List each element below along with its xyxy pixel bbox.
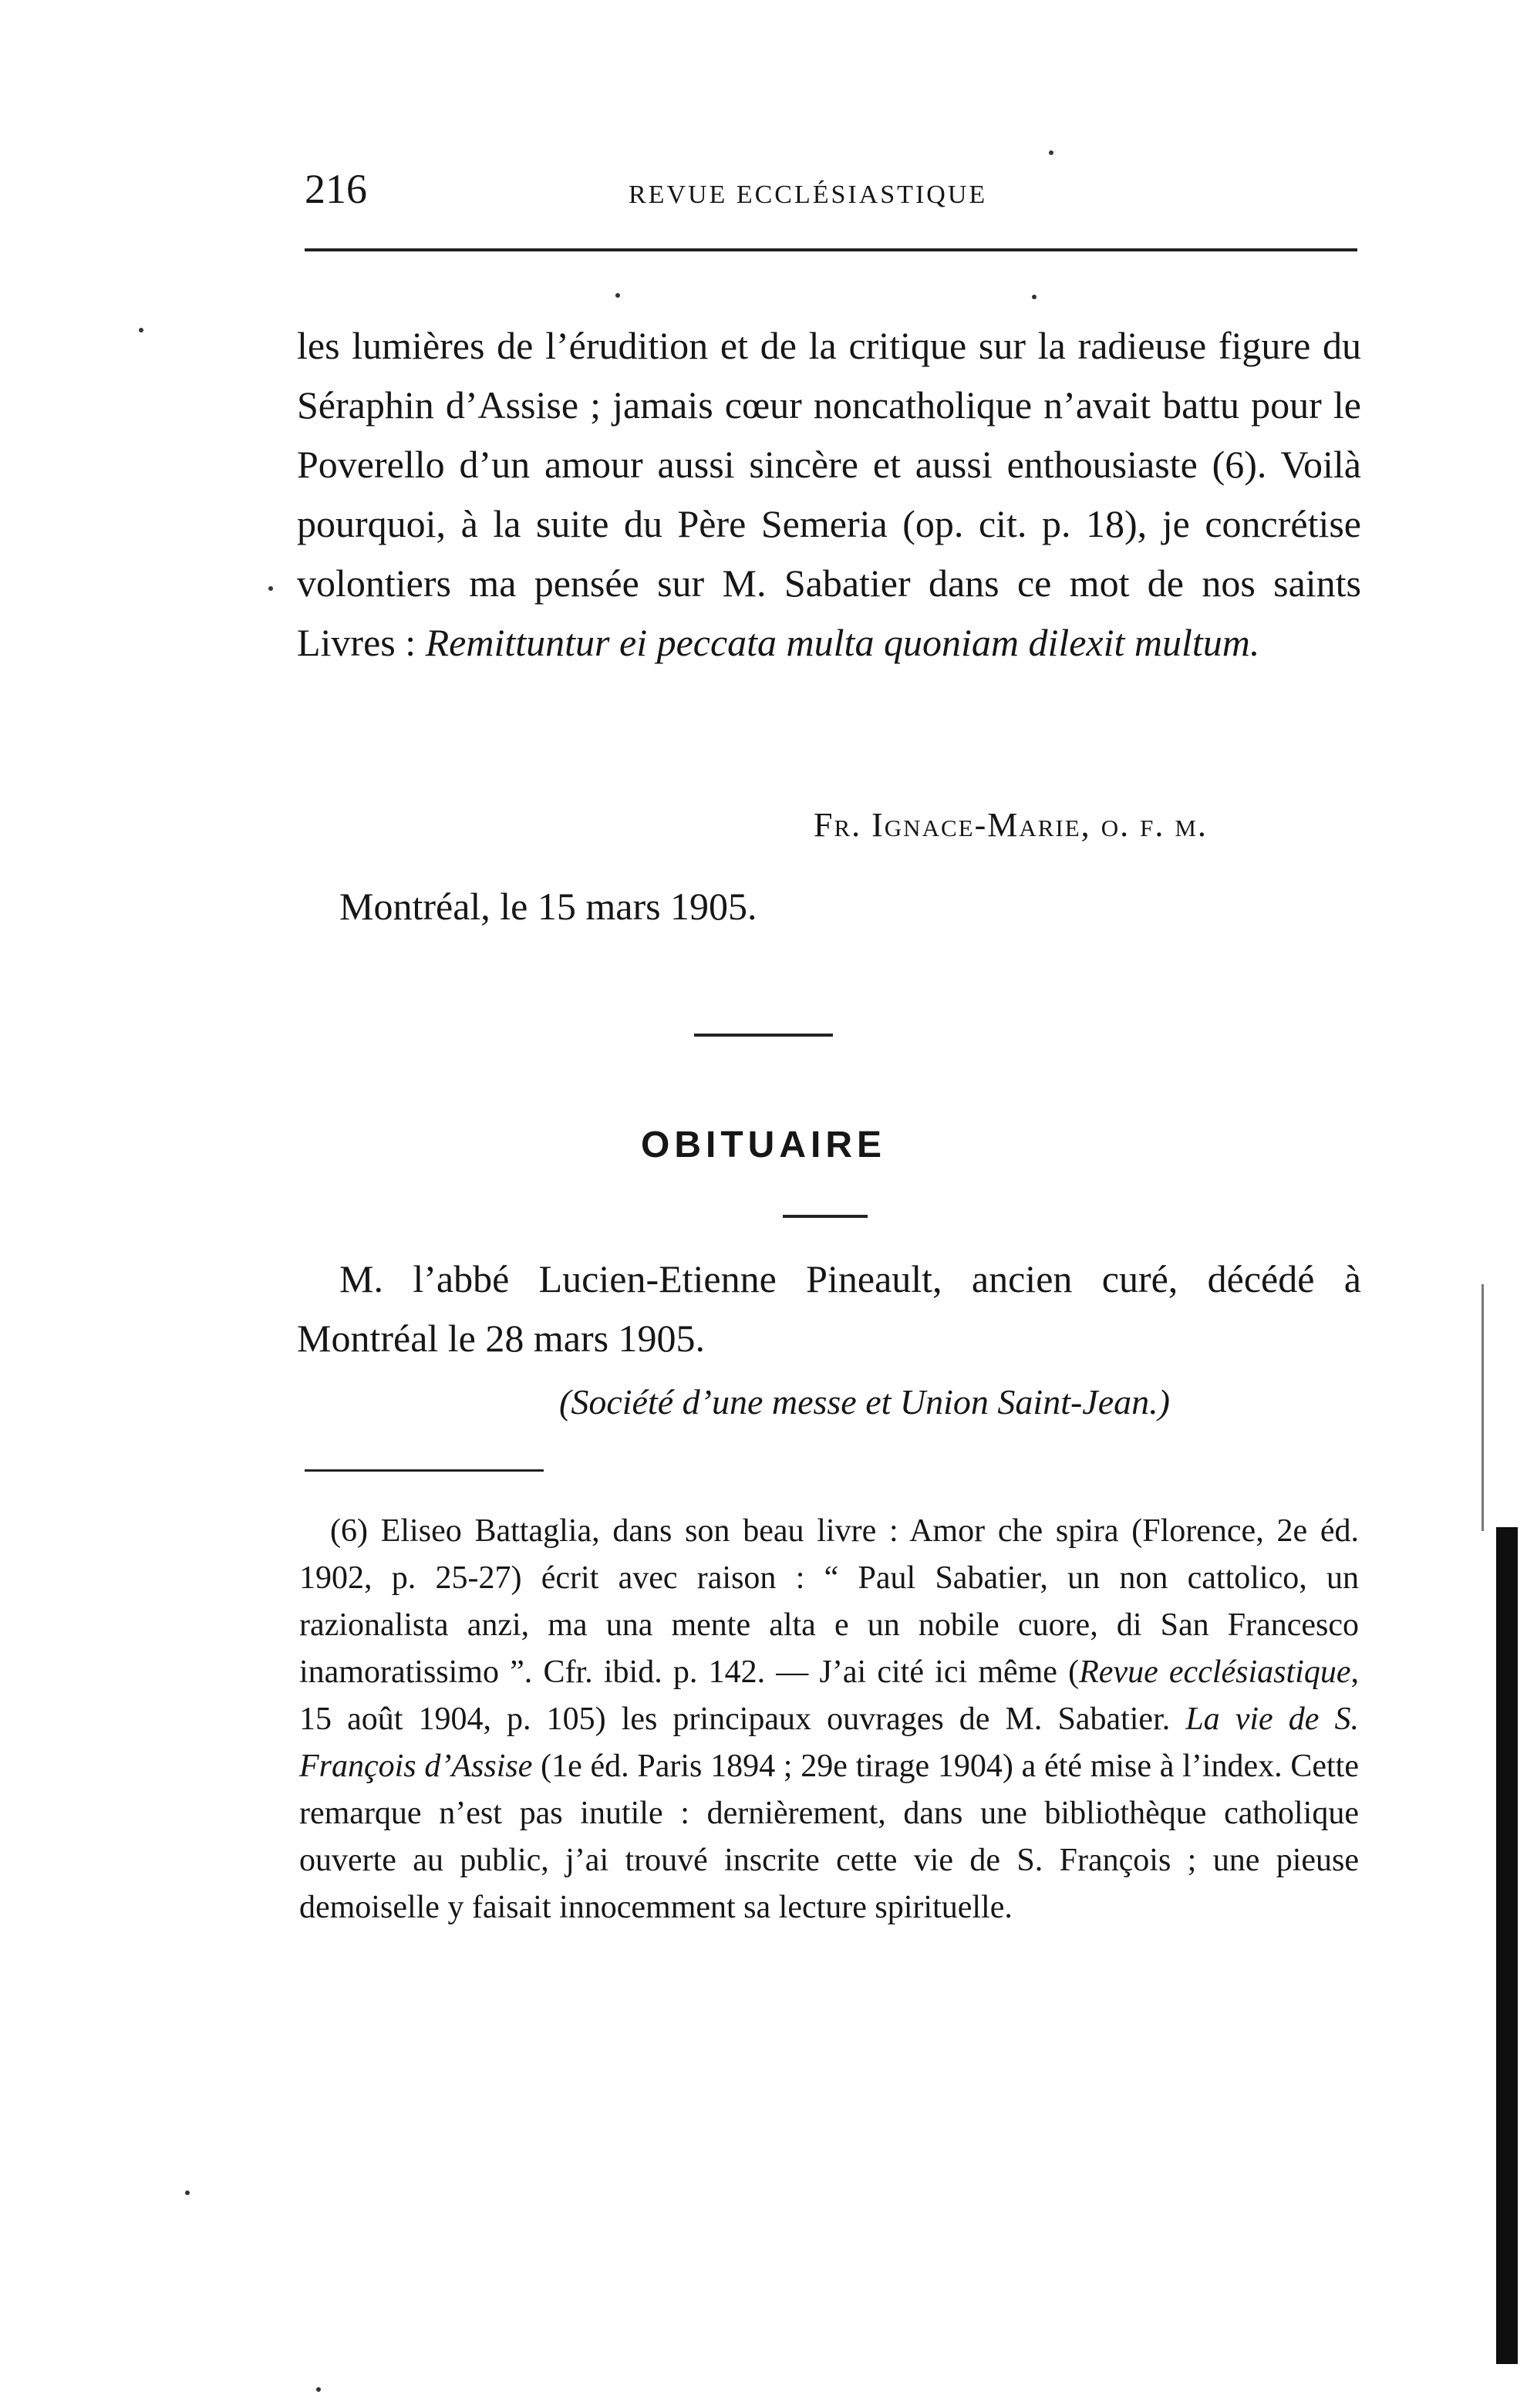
scan-speck: [615, 293, 620, 298]
header-rule: [305, 248, 1357, 251]
scan-margin-line: [1481, 1284, 1484, 1531]
title-underline: [783, 1215, 868, 1218]
section-separator: [694, 1034, 833, 1037]
author-signature: [814, 798, 1208, 852]
footnote: [299, 1508, 1359, 1931]
author-order: o. f. m.: [1101, 806, 1208, 844]
dateline: Montréal, le 15 mars 1905.: [339, 885, 757, 928]
author-name: Fr. Ignace-Marie,: [814, 806, 1101, 844]
footnote-text-2: , 15 août 1904, p. 105) les principaux ouvrages de M. Sabatier.: [299, 1654, 1359, 1737]
page-number: 216: [305, 166, 367, 212]
running-head: [305, 162, 1357, 216]
scan-speck: [185, 2190, 190, 2195]
scan-speck: [316, 2387, 321, 2392]
footnote-revue-title: Revue ecclésiastique: [1079, 1654, 1351, 1690]
scan-margin-bar: [1496, 1527, 1518, 2364]
obituary-source: (Société d’une messe et Union Saint-Jean.): [559, 1382, 1170, 1422]
running-title: REVUE ECCLÉSIASTIQUE: [629, 180, 988, 209]
scan-speck: [1032, 295, 1037, 299]
scan-speck: [139, 328, 143, 332]
footnote-text-1: (6) Eliseo Battaglia, dans son beau livre : Amor che spira (Florence, 2e éd. 1902, p. 25-27) écrit avec raison : “ Paul Sabatier, un non cattolico, un razionalista anzi, ma una mente alta e un nobile cuore, di San Francesco inamoratissimo ”. Cfr. ibid. p. 142. — J’ai cité ici même (: [299, 1513, 1359, 1690]
scan-speck: [1049, 150, 1053, 155]
article-text: les lumières de l’érudition et de la critique sur la radieuse figure du Séraphin d’Assise ; jamais cœur noncatholique n’avait battu pour le Poverello d’un amour aussi sincère et aussi enthousiaste (6). Voilà pourquoi, à la suite du Père Semeria (op. cit. p. 18), je concrétise volontiers ma pensée sur M. Sabatier dans ce mot de nos saints Livres :: [297, 324, 1361, 664]
scan-speck: [268, 586, 273, 591]
footnote-book-title: La vie de S. François d’Assise: [299, 1701, 1359, 1784]
latin-quote: Remittuntur ei peccata multa quoniam dilexit multum.: [425, 621, 1260, 664]
footnote-text-3: (1e éd. Paris 1894 ; 29e tirage 1904) a été mise à l’index. Cette remarque n’est pas inutile : dernièrement, dans une bibliothèque catholique ouverte au public, j’ai trouvé inscrite cette vie de S. François ; une pieuse demoiselle y faisait innocemment sa lecture spirituelle.: [299, 1749, 1359, 1925]
footnote-rule: [305, 1469, 544, 1472]
article-paragraph: [297, 316, 1361, 673]
obituary-entry: [297, 1250, 1361, 1368]
obituary-entry-text: M. l’abbé Lucien-Etienne Pineault, ancien curé, décédé à Montréal le 28 mars 1905.: [297, 1257, 1361, 1360]
obituary-title: OBITUAIRE: [641, 1125, 886, 1165]
